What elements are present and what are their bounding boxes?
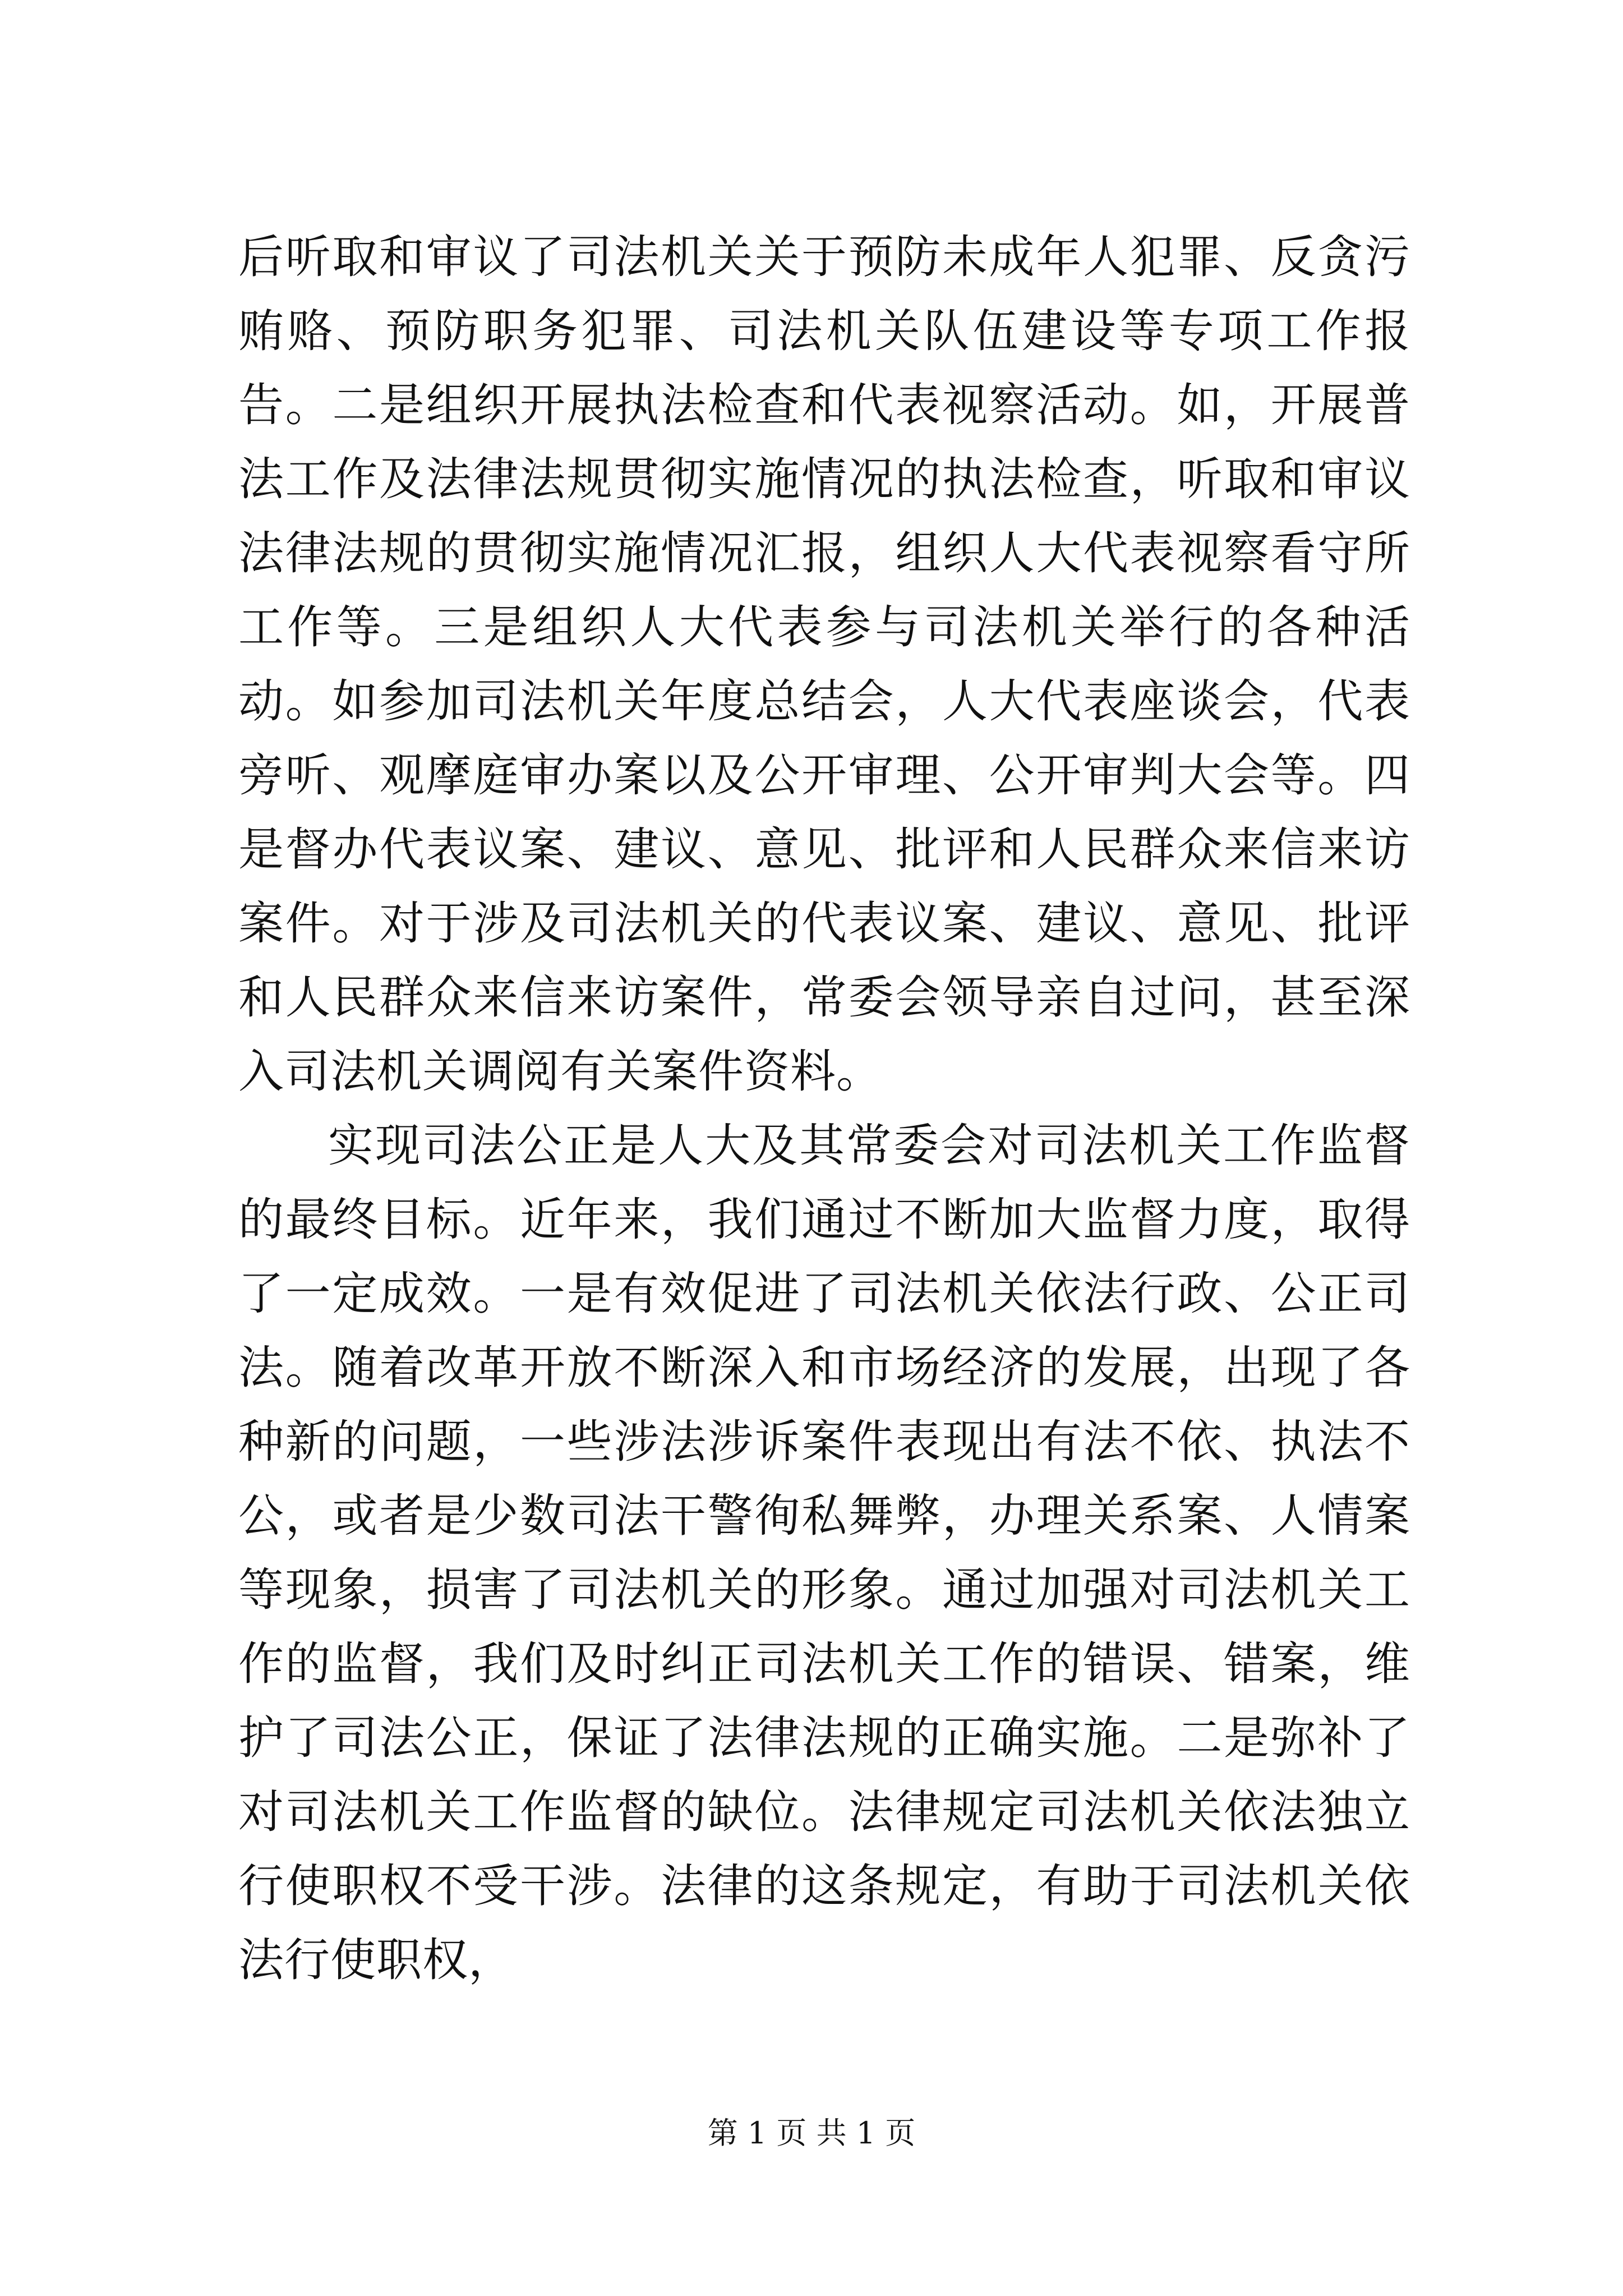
- page-number-footer: 第 1 页 共 1 页: [707, 2115, 916, 2151]
- body-text: [238, 220, 1410, 1998]
- paragraph: 实现司法公正是人大及其常委会对司法机关工作监督的最终目标。近年来，我们通过不断加大监督力度，取得了一定成效。一是有效促进了司法机关依法行政、公正司法。随着改革开放不断深入和市场经济的发展，出现了各种新的问题，一些涉法涉诉案件表现出有法不依、执法不公，或者是少数司法干警徇私舞弊，办理关系案、人情案等现象，损害了司法机关的形象。通过加强对司法机关工作的监督，我们及时纠正司法机关工作的错误、错案，维护了司法公正，保证了法律法规的正确实施。二是弥补了对司法机关工作监督的缺位。法律规定司法机关依法独立行使职权不受干涉。法律的这条规定，有助于司法机关依法行使职权，: [238, 1120, 1410, 1987]
- paragraph: 后听取和审议了司法机关关于预防未成年人犯罪、反贪污贿赂、预防职务犯罪、司法机关队伍建设等专项工作报告。二是组织开展执法检查和代表视察活动。如，开展普法工作及法律法规贯彻实施情况的执法检查，听取和审议法律法规的贯彻实施情况汇报，组织人大代表视察看守所工作等。三是组织人大代表参与司法机关举行的各种活动。如参加司法机关年度总结会，人大代表座谈会，代表旁听、观摩庭审办案以及公开审理、公开审判大会等。四是督办代表议案、建议、意见、批评和人民群众来信来访案件。对于涉及司法机关的代表议案、建议、意见、批评和人民群众来信来访案件，常委会领导亲自过问，甚至深入司法机关调阅有关案件资料。: [238, 231, 1410, 1098]
